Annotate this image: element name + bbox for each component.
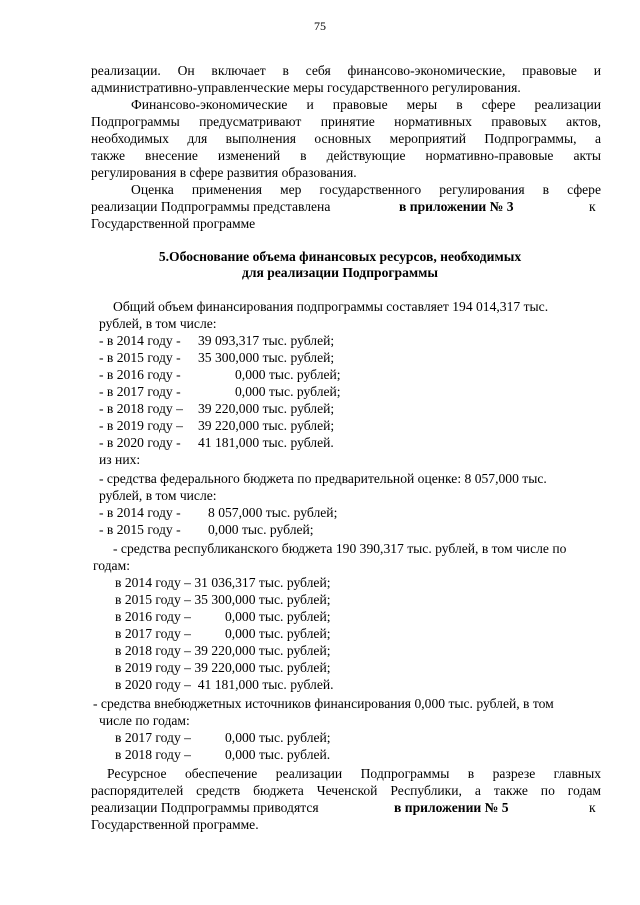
closing-line-1: Ресурсное обеспечение реализации Подпрограммы в разрезе главных — [107, 766, 601, 781]
para2-line-4: также внесение изменений в действующие нормативно-правовые акты — [91, 148, 601, 163]
total-year-row: - в 2015 году - 35 300,000 тыс. рублей; — [99, 350, 335, 365]
total-year-row: - в 2019 году – 39 220,000 тыс. рублей; — [99, 418, 335, 433]
republic-line-2: годам: — [93, 558, 130, 573]
closing-line-2: распорядителей средств бюджета Чеченской Республики, а также по годам — [91, 783, 601, 798]
republic-year-row: в 2020 году – 41 181,000 тыс. рублей. — [115, 677, 334, 692]
republic-year-row: в 2019 году – 39 220,000 тыс. рублей; — [115, 660, 331, 675]
para2-line-2: Подпрограммы предусматривают принятие нормативных правовых актов, — [91, 114, 601, 129]
closing-line-3-end: к — [589, 800, 596, 815]
para3-line-2-start: реализации Подпрограммы представлена — [91, 199, 331, 214]
para2-line-1: Финансово-экономические и правовые меры в сфере реализации — [131, 97, 601, 112]
extra-year-row: в 2017 году – 0,000 тыс. рублей; — [115, 730, 331, 745]
total-year-row: - в 2017 году - 0,000 тыс. рублей; — [99, 384, 341, 399]
federal-year-row: - в 2014 году - 8 057,000 тыс. рублей; — [99, 505, 338, 520]
intro-line-2: административно-управленческие меры государственного регулирования. — [91, 80, 521, 95]
appendix-5-reference: в приложении № 5 — [394, 800, 509, 815]
intro-line-1: реализации. Он включает в себя финансово-экономические, правовые и — [91, 63, 601, 78]
appendix-3-reference: в приложении № 3 — [399, 199, 514, 214]
federal-year-row: - в 2015 году - 0,000 тыс. рублей; — [99, 522, 314, 537]
para3-line-1: Оценка применения мер государственного регулирования в сфере — [131, 182, 601, 197]
para3-line-3: Государственной программе — [91, 216, 256, 231]
federal-line-1: - средства федерального бюджета по предварительной оценке: 8 057,000 тыс. — [99, 471, 547, 486]
total-year-row: - в 2018 году – 39 220,000 тыс. рублей; — [99, 401, 335, 416]
total-line-1: Общий объем финансирования подпрограммы составляет 194 014,317 тыс. — [113, 299, 549, 314]
closing-line-3-start: реализации Подпрограммы приводятся — [91, 800, 319, 815]
section-title-line-2: для реализации Подпрограммы — [241, 265, 439, 280]
para2-line-3: необходимых для выполнения основных мероприятий Подпрограммы, а — [91, 131, 601, 146]
para3-line-2-end: к — [589, 199, 596, 214]
page-number: 75 — [314, 19, 326, 33]
extra-line-2: числе по годам: — [99, 713, 190, 728]
closing-line-4: Государственной программе. — [91, 817, 259, 832]
extra-year-row: в 2018 году – 0,000 тыс. рублей. — [115, 747, 331, 762]
total-year-row: - в 2016 году - 0,000 тыс. рублей; — [99, 367, 341, 382]
republic-year-row: в 2015 году – 35 300,000 тыс. рублей; — [115, 592, 331, 607]
extra-line-1: - средства внебюджетных источников финансирования 0,000 тыс. рублей, в том — [93, 696, 554, 711]
total-year-row: - в 2020 году - 41 181,000 тыс. рублей. — [99, 435, 334, 450]
of-them-label: из них: — [99, 452, 141, 467]
republic-year-row: в 2017 году – 0,000 тыс. рублей; — [115, 626, 331, 641]
federal-line-2: рублей, в том числе: — [99, 488, 217, 503]
republic-line-1: - средства республиканского бюджета 190 390,317 тыс. рублей, в том числе по — [113, 541, 567, 556]
section-title-line-1: 5.Обоснование объема финансовых ресурсов, необходимых — [158, 249, 522, 264]
republic-year-row: в 2014 году – 31 036,317 тыс. рублей; — [115, 575, 331, 590]
republic-year-row: в 2018 году – 39 220,000 тыс. рублей; — [115, 643, 331, 658]
republic-year-row: в 2016 году – 0,000 тыс. рублей; — [115, 609, 331, 624]
total-year-row: - в 2014 году - 39 093,317 тыс. рублей; — [99, 333, 335, 348]
para2-line-5: регулирования в сфере развития образования. — [91, 165, 357, 180]
total-line-2: рублей, в том числе: — [99, 316, 217, 331]
